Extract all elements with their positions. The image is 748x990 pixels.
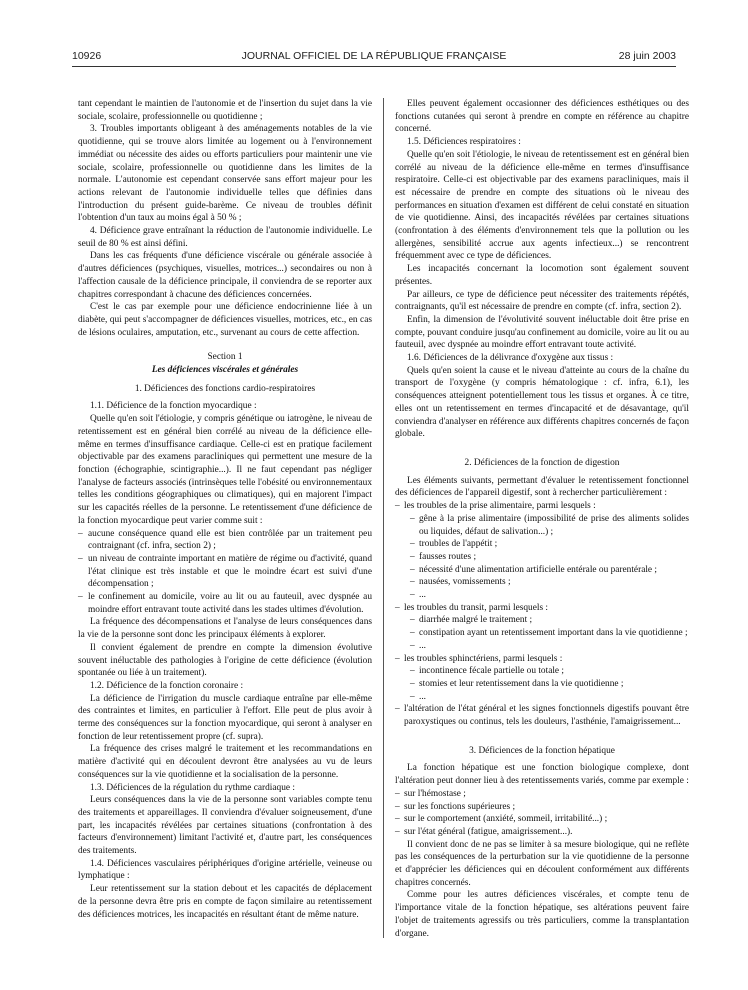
paragraph: Leurs conséquences dans la vie de la personne sont variables compte tenu des traitements et appareillages. Il conviendra d'évaluer soigneusement, d'une part, les incapacités révélées par certaines situations (confrontation à des facteurs d'environnement) limitant l'activité et, d'autre part, les conséquences des traitements.: [78, 795, 372, 857]
list-item: – aucune conséquence quand elle est bien contrôlée par un traitement peu contraignant (cf. infra, section 2) ;: [78, 528, 372, 553]
list-item: – fausses routes ;: [410, 551, 689, 564]
list-item: – l'altération de l'état général et les signes fonctionnels digestifs pouvant être paroxystiques ou continus, tels les douleurs, l'asthénie, l'amaigrissement...: [395, 703, 689, 728]
list-item: – nécessité d'une alimentation artificielle entérale ou parentérale ;: [410, 564, 689, 577]
column-divider: [383, 98, 384, 938]
paragraph: La déficience de l'irrigation du muscle cardiaque entraîne par elle-même des contraintes et limites, en particulier à l'effort. Elle peut de plus avoir à terme des conséquences sur la fonction myocardique, qui seront à analyser en fonction de leur retentissement propre (cf. supra).: [78, 693, 372, 742]
list-item: – sur l'état général (fatigue, amaigrissement...).: [395, 826, 689, 839]
list-item: – ...: [410, 691, 689, 704]
nested-dash-list: [410, 513, 689, 602]
list-item: [395, 602, 689, 653]
dash-list: [78, 528, 372, 617]
subsection-heading: 1.6. Déficiences de la délivrance d'oxygène aux tissus :: [407, 353, 614, 364]
paragraph: Quelle qu'en soit l'étiologie, le niveau de retentissement est en général bien corrélé au niveau de la déficience elle-même en termes d'insuffisance respiratoire. Celle-ci est objectivable par des examens paracliniques, mais il est nécessaire de prendre en compte des situations où le niveau des performances en situation d'examen est différent de celui constaté en situation de vie quotidienne. Ainsi, des incapacités révélées par certaines situations (confrontation à des éléments d'environnement tels que la pollution ou les allergènes, sensibilité accrue aux agents infectieux...) se rencontrent fréquemment avec ce type de déficiences.: [395, 149, 689, 262]
paragraph: Comme pour les autres déficiences viscérales, et compte tenu de l'importance vitale de la fonction hépatique, ses altérations peuvent faire l'objet de traitements agressifs ou très particuliers, comme la transplantation d'organe.: [395, 890, 689, 939]
subsection-heading: 1.5. Déficiences respiratoires :: [407, 137, 521, 148]
paragraph: Les éléments suivants, permettant d'évaluer le retentissement fonctionnel des déficiences de l'appareil digestif, sont à rechercher particulièrement :: [395, 475, 689, 499]
paragraph: Elles peuvent également occasionner des déficiences esthétiques ou des fonctions cutanées qui seront à prendre en compte en référence au chapitre concerné.: [395, 99, 689, 135]
list-item-label: les troubles du transit, parmi lesquels :: [404, 602, 549, 613]
list-item: – sur les fonctions supérieures ;: [395, 801, 689, 814]
issue-date: 28 juin 2003: [618, 50, 676, 62]
subsection-heading: 1.4. Déficiences vasculaires périphériques d'origine artérielle, veineuse ou lymphatique :: [78, 858, 372, 882]
journal-title: JOURNAL OFFICIEL DE LA RÉPUBLIQUE FRANÇAISE: [241, 50, 507, 62]
paragraph: Dans les cas fréquents d'une déficience viscérale ou générale associée à d'autres déficiences (psychiques, visuelles, motrices...) secondaires ou non à l'affection causale de la déficience principale, il conviendra de se reporter aux chapitres correspondant à chacune des déficiences concernées.: [78, 251, 372, 300]
subsection-heading: 1.1. Déficience de la fonction myocardique :: [90, 401, 257, 412]
list-item-label: les troubles de la prise alimentaire, parmi lesquels :: [404, 501, 596, 512]
nested-dash-list: [410, 665, 689, 703]
paragraph: La fréquence des décompensations et l'analyse de leurs conséquences dans la vie de la personne sont donc les principaux éléments à explorer.: [78, 617, 372, 641]
list-item: – stomies et leur retentissement dans la vie quotidienne ;: [410, 678, 689, 691]
paragraph: Il convient donc de ne pas se limiter à sa mesure biologique, qui ne reflète pas les conséquences de la perturbation sur la vie quotidienne de la personne et d'apprécier les déficiences qui en découlent conformément aux différents chapitres concernés.: [395, 839, 689, 888]
header-rule: [72, 66, 676, 67]
paragraph: Les incapacités concernant la locomotion sont également souvent présentes.: [395, 264, 689, 287]
paragraph: 4. Déficience grave entraînant la réduction de l'autonomie individuelle. Le seuil de 80 % est ainsi défini.: [78, 226, 372, 249]
subsection-heading: 1.2. Déficience de la fonction coronaire :: [90, 680, 244, 691]
paragraph: 3. Troubles importants obligeant à des aménagements notables de la vie quotidienne, qui se trouve alors limitée au logement ou à l'environnement immédiat ou nécessite des aides ou efforts particuliers pour maintenir une vie sociale, scolaire, professionnelle ou quotidienne dans les limites de la normale. L'autonomie est cependant conservée sans effort majeur pour les actions relevant de l'autonomie individuelle telles que définies dans l'introduction du présent guide-barème. Ce niveau de troubles définit l'obtention d'un taux au moins égal à 50 % ;: [78, 124, 372, 224]
list-item: – incontinence fécale partielle ou totale ;: [410, 665, 689, 678]
paragraph: Quels qu'en soient la cause et le niveau d'atteinte au cours de la chaîne du transport de l'oxygène (y compris hématologique : cf. infra, 6.1), les conséquences atteignent potentiellement tous les tissus et organes. À ce titre, elles ont un retentissement en termes d'incapacité et de désavantage, qu'il conviendra d'analyser en référence aux différents chapitres concernés de façon globale.: [395, 365, 689, 440]
paragraph: Par ailleurs, ce type de déficience peut nécessiter des traitements répétés, contraignants, qu'il est nécessaire de prendre en compte (cf. infra, section 2).: [395, 289, 689, 313]
page-header: [72, 50, 676, 66]
list-item: – gêne à la prise alimentaire (impossibilité de prise des aliments solides ou liquides, défaut de salivation...) ;: [410, 513, 689, 538]
list-item-label: les troubles sphinctériens, parmi lesquels :: [404, 653, 563, 664]
list-item: – le confinement au domicile, voire au lit ou au fauteuil, avec dyspnée au moindre effort entravant toute activité dans les stades ultimes d'évolution.: [78, 591, 372, 616]
subsection-heading: 1. Déficiences des fonctions cardio-respiratoires: [134, 383, 316, 394]
list-item: [395, 500, 689, 602]
page-number: 10926: [72, 50, 102, 62]
dash-list: [395, 500, 689, 729]
list-item: – un niveau de contrainte important en matière de régime ou d'activité, quand l'état clinique est très instable et que le moindre écart est suivi d'une décompensation ;: [78, 553, 372, 591]
list-item: – nausées, vomissements ;: [410, 576, 689, 589]
list-item: – sur le comportement (anxiété, sommeil, irritabilité...) ;: [395, 813, 689, 826]
subsection-heading: 1.3. Déficiences de la régulation du rythme cardiaque :: [90, 782, 295, 793]
paragraph: La fonction hépatique est une fonction biologique complexe, dont l'altération peut donner lieu à des retentissements variés, comme par exemple :: [395, 763, 689, 787]
paragraph: Quelle qu'en soit l'étiologie, y compris génétique ou iatrogène, le niveau de retentissement est en général bien corrélé au niveau de la déficience elle-même en termes d'insuffisance cardiaque. Celle-ci est en pratique facilement objectivable par des examens paracliniques qui permettent une mesure de la fonction (échographie, scintigraphie...). Il ne faut cependant pas négliger l'analyse de facteurs associés (intrinsèques telle l'obésité ou environnementaux telles les conditions géographiques ou climatiques), qui en majorent l'impact sur les capacités réelles de la personne. Le retentissement d'une déficience de la fonction myocardique peut varier comme suit :: [78, 414, 372, 526]
paragraph: Enfin, la dimension de l'évolutivité souvent inéluctable doit être prise en compte, pouvant conduire jusqu'au confinement au domicile, voire au lit ou au fauteuil, avec dyspnée au moindre effort entravant toute activité.: [395, 314, 689, 351]
subsection-heading: 2. Déficiences de la fonction de digestion: [464, 457, 620, 468]
dash-list: [395, 788, 689, 839]
list-item: [395, 653, 689, 704]
list-item: – diarrhée malgré le traitement ;: [410, 614, 689, 627]
list-item: – ...: [410, 589, 689, 602]
nested-dash-list: [410, 614, 689, 652]
list-item: – constipation ayant un retentissement important dans la vie quotidienne ;: [410, 627, 689, 640]
subsection-heading: 3. Déficiences de la fonction hépatique: [469, 745, 615, 756]
section-title: Section 1: [207, 352, 243, 363]
section-subtitle: Les déficiences viscérales et générales: [151, 365, 299, 376]
list-item: – sur l'hémostase ;: [395, 788, 689, 801]
paragraph: Leur retentissement sur la station debout et les capacités de déplacement de la personne devra être pris en compte de façon similaire au retentissement des déficiences motrices, les incapacités en résultant étant de même nature.: [78, 884, 372, 920]
left-column: [78, 98, 372, 921]
paragraph: tant cependant le maintien de l'autonomie et de l'insertion du sujet dans la vie sociale, scolaire, professionnelle ou quotidienne ;: [78, 99, 372, 122]
paragraph: C'est le cas par exemple pour une déficience endocrinienne liée à un diabète, qui peut s'accompagner de déficiences visuelles, motrices, etc., en cas de lésions oculaires, amputation, etc., survenant au cours de cette affection.: [78, 302, 372, 338]
right-column: [395, 98, 689, 940]
paragraph: La fréquence des crises malgré le traitement et les recommandations en matière d'activité qui en découlent devront être analysées au vu de leurs conséquences sur la vie quotidienne et la socialisation de la personne.: [78, 744, 372, 780]
list-item: – troubles de l'appétit ;: [410, 538, 689, 551]
paragraph: Il convient également de prendre en compte la dimension évolutive souvent inéluctable des pathologies à l'origine de cette déficience (évolution spontanée ou liée à un traitement).: [78, 642, 372, 679]
list-item: – ...: [410, 640, 689, 653]
